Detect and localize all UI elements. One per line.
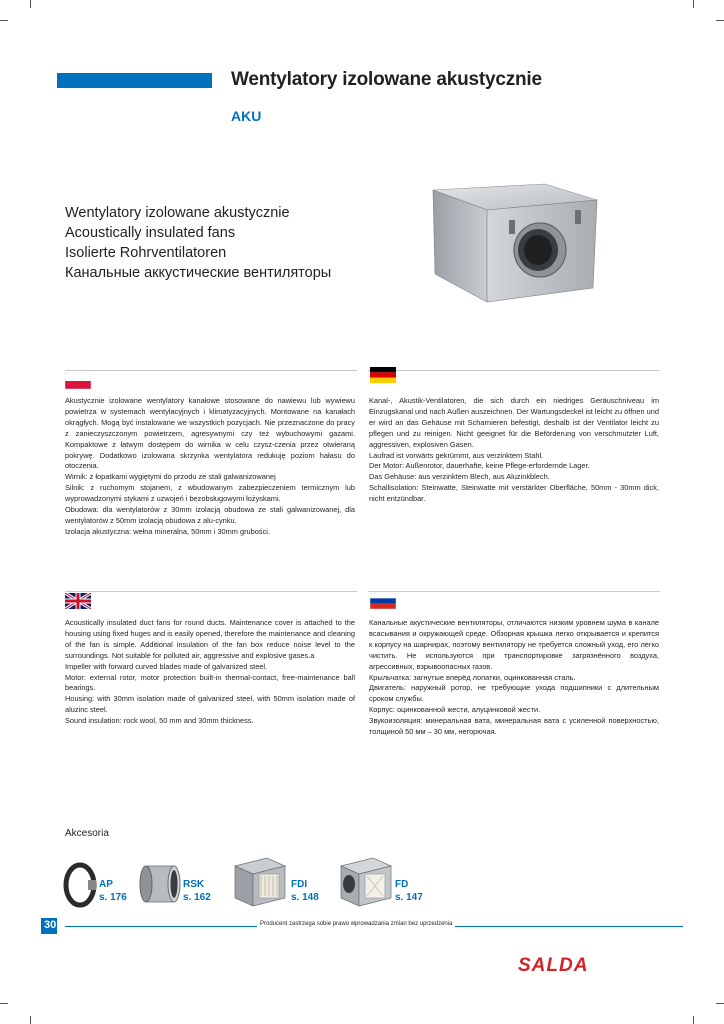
de-line: Das Gehäuse: aus verzinktem Blech, aus Aluzinkblech.	[369, 472, 550, 482]
de-line: Kanal-, Akustik-Ventilatoren, die sich durch ein niedriges Geräuschniveau im Einzugskanal und nach Außen auszeichnen. Der Wartungsdeckel ist leicht zu öffnen und er wird an das Gehäuse mit Scharnieren befestigt, deshalb ist der Ventilator leicht zu pflegen und zu reinigen. Nicht geeignet für die Beförderung von verschmutzter Luft, aggressiven, explosiven Gasen.	[369, 396, 659, 449]
section-en	[65, 618, 355, 727]
section-rule	[368, 591, 660, 592]
ru-line: Корпус: оцинкованной жести, алуцинковой жести.	[369, 705, 541, 715]
crop-mark	[693, 0, 694, 8]
accessory-ap[interactable]	[99, 878, 127, 904]
section-rule	[368, 370, 660, 371]
accessory-page: s. 162	[183, 892, 211, 903]
brand-logo: SALDA	[518, 955, 589, 976]
fdi-filter-box-image	[231, 852, 289, 910]
name-en: Acoustically insulated fans	[65, 225, 236, 241]
de-line: Laufrad ist vorwärts gekrümmt, aus verzinktem Stahl.	[369, 450, 544, 460]
crop-mark	[716, 1003, 724, 1004]
en-line: Sound insulation: rock wool, 50 mm and 30mm thickness.	[65, 716, 254, 726]
crop-mark	[716, 20, 724, 21]
crop-mark	[693, 1016, 694, 1024]
accessory-code: FDI	[291, 879, 308, 890]
pl-line: Obudowa: dla wentylatorów z 30mm izolacją obudowa ze stali galwanizowanej, dla wentylatorów z 50mm izolacją obudowa z alu-cynku.	[65, 505, 355, 525]
section-rule	[65, 591, 357, 592]
accessory-code: RSK	[183, 879, 205, 890]
uk-flag-icon	[65, 593, 91, 609]
section-pl	[65, 396, 355, 538]
ru-line: Звукоизоляция: минеральная вата, минеральная вата с усиленной поверхностью, толщиной 50 мм – 30 мм, негорючая.	[369, 716, 659, 737]
page-title: Wentylatory izolowane akustycznie	[231, 69, 542, 90]
name-ru: Канальные аккустические вентиляторы	[65, 265, 332, 281]
crop-mark	[30, 1016, 31, 1024]
en-line: Impeller with forward curved blades made of galvanized steel.	[65, 661, 268, 671]
name-pl: Wentylatory izolowane akustycznie	[65, 205, 290, 221]
title-accent-bar	[57, 73, 212, 88]
ru-line: Крыльчатка: загнутые вперёд лопатки, оцинкованная сталь.	[369, 672, 576, 682]
rsk-damper-image	[138, 860, 182, 908]
footer-note: Producent zastrzega sobie prawo wprowadzania zmian bez uprzedzenia	[257, 921, 455, 927]
section-ru	[369, 618, 659, 738]
crop-mark	[0, 20, 8, 21]
section-de	[369, 396, 659, 505]
ap-clamp-image	[62, 862, 98, 908]
crop-mark	[30, 0, 31, 8]
accessory-page: s. 147	[395, 892, 423, 903]
fd-filter-box-image	[337, 852, 395, 910]
en-line: Motor: external rotor, motor protection built-in thermal-contact, free-maintenance ball bearings.	[65, 672, 355, 693]
en-line: Housing: with 30mm isolation made of galvanized steel, with 50mm isolation made of aluzinc steel.	[65, 694, 355, 715]
germany-flag-icon	[370, 367, 396, 383]
russia-flag-icon	[370, 593, 396, 609]
accessory-fd[interactable]	[395, 878, 423, 904]
accessories-title: Akcesoria	[65, 828, 109, 839]
accessory-rsk[interactable]	[183, 878, 211, 904]
pl-line: Izolacja akustyczna: wełna mineralna, 50mm i 30mm grubości.	[65, 526, 270, 536]
product-image	[425, 180, 605, 310]
page-number: 30	[44, 919, 57, 931]
pl-line: Akustycznie izolowane wentylatory kanałowe stosowane do nawiewu lub wywiewu powietrza w systemach wentylacyjnych i klimatyzacyjnych. Montowane na kanałach okrągłych. Mogą być instalowane we wszystkich pozycjach. Nie przeznaczone do pracy z zanieczyszczonym powietrzem, agresywnymi czy też wybuchowymi gazami. Kompaktowe z łatwym dostępem do wirnika w celu czysz-czenia przez otwieraną pokrywę. Dodatkowo izolowana skrzynka wentylatora redukuję poziom hałasu do otoczenia.	[65, 396, 355, 471]
accessory-fdi[interactable]	[291, 878, 319, 904]
de-line: Schallisolation: Steinwatte, Steinwatte mit verstärkter Oberfläche, 50mm - 30mm dick, nicht entzündbar.	[369, 483, 659, 504]
ru-line: Двигатель: наружный ротор, не требующие ухода подшипники с длительным сроком службы.	[369, 683, 659, 704]
pl-line: Wirnik: z łopatkami wygiętymi do przodu ze stali galwanizowanej	[65, 472, 276, 482]
accessory-code: FD	[395, 879, 409, 890]
accessory-code: AP	[99, 879, 113, 890]
accessory-page: s. 148	[291, 892, 319, 903]
de-line: Der Motor: Außenrotor, dauerhafte, keine Pflege-erfordernde Lager.	[369, 461, 590, 471]
accessory-page: s. 176	[99, 892, 127, 903]
en-line: Acoustically insulated duct fans for round ducts. Maintenance cover is attached to the housing using fixed huges and is easily opened, therefore the maintenance and cleaning of the fan is simple. Additional insulation of the fan box reduce noise level to the surroundings. Not suitable for polluted air, aggressive and explosive gases.a	[65, 618, 355, 660]
crop-mark	[0, 1003, 8, 1004]
ru-line: Канальные акустические вентиляторы, отличаются низким уровнем шума в канале всасывания и окружающей среде. Обзорная крышка легко открывается и крепится к корпусу на шарнирах, поэтому вентилятору не требуется сложный уход, его легко чистить. Не используются при транспортировке загрязнённого воздуха, агрессивных, взрывоопасных газов.	[369, 618, 659, 671]
poland-flag-icon	[65, 373, 91, 389]
name-de: Isolierte Rohrventilatoren	[65, 245, 227, 261]
pl-line: Silnik: z ruchomym stojanem, z wbudowanym zabezpieczeniem termicznym lub wyprowadzonymi stykami z uzwojeń i bezobsługowymi łożyskami.	[65, 483, 355, 504]
model-code: AKU	[231, 108, 262, 124]
product-names	[65, 203, 331, 283]
section-rule	[65, 370, 357, 371]
